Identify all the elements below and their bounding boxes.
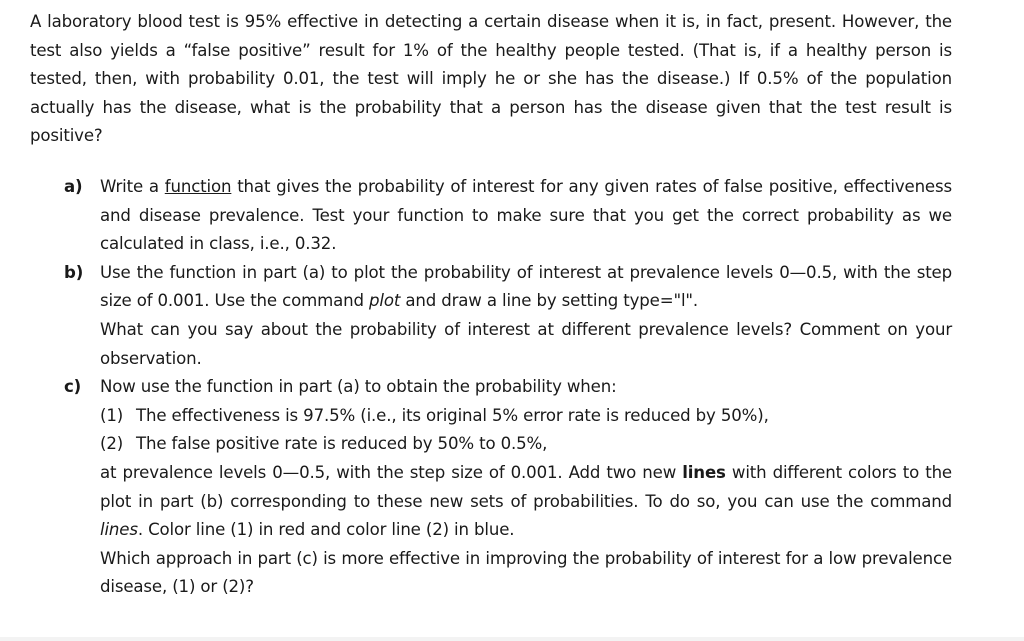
part-b-body: [100, 259, 952, 373]
part-c-line2: [100, 459, 952, 545]
part-c-body: [100, 373, 952, 602]
part-c-label: c): [64, 377, 82, 397]
sub2-num: (2): [100, 434, 124, 454]
lines-command: lines: [100, 520, 138, 540]
problem-intro: A laboratory blood test is 95% effective in detecting a certain disease when it is, in fact, present. However, the test also yields a “false positive” result for 1% of the healthy people tested. (That is, if a healthy person is tested, then, with probability 0.01, the test will imply he or she has the disease.) If 0.5% of the population actually has the disease, what is the probability that a person has the disease given that the test result is positive?: [30, 12, 952, 146]
part-a-post: that gives the probability of interest for any given rates of false positive, effectiveness and disease prevalence. Test your function to make sure that you get the correct probability as we calculated in class, i.e., 0.32.: [100, 176, 952, 254]
part-c-line1: Now use the function in part (a) to obtain the probability when:: [100, 377, 617, 397]
sub1-num: (1): [100, 405, 124, 425]
part-a-label: a): [64, 176, 83, 196]
function-link[interactable]: function: [164, 176, 232, 196]
sub1-text: The effectiveness is 97.5% (i.e., its original 5% error rate is reduced by 50%),: [136, 405, 769, 425]
part-c-l2-mid: with different colors to the plot in part (b) corresponding to these new sets of probabilities. To do so, you can use the command: [100, 462, 952, 511]
part-b: [30, 259, 952, 373]
plot-command: plot: [369, 291, 401, 311]
part-c-sub2: [100, 430, 952, 459]
part-b-l1-post: and draw a line by setting type="l".: [400, 291, 699, 311]
lines-bold: lines: [682, 462, 726, 482]
part-c-sub1: [100, 402, 952, 431]
part-b-l1-pre: Use the function in part (a) to plot the probability of interest at prevalence levels 0—0.5, with the step size of 0.001. Use the command: [100, 262, 952, 311]
document-page: [30, 8, 952, 602]
sub2-text: The false positive rate is reduced by 50% to 0.5%,: [136, 434, 548, 454]
part-b-label: b): [64, 262, 84, 282]
part-c-question: Which approach in part (c) is more effective in improving the probability of interest for a low prevalence disease, (1) or (2)?: [100, 548, 952, 597]
part-a: [30, 173, 952, 259]
part-a-body: [100, 173, 952, 259]
part-b-line1: [100, 259, 952, 316]
problem-parts: [30, 173, 952, 602]
part-c-l2-post: . Color line (1) in red and color line (2) in blue.: [137, 520, 515, 540]
part-c: [30, 373, 952, 602]
part-a-text: [100, 173, 952, 259]
part-c-l2-pre: at prevalence levels 0—0.5, with the step size of 0.001. Add two new: [100, 462, 683, 482]
part-a-pre: Write a: [100, 176, 165, 196]
bottom-divider: [0, 637, 1024, 641]
part-b-line2: What can you say about the probability of interest at different prevalence levels? Comment on your observation.: [100, 319, 952, 368]
